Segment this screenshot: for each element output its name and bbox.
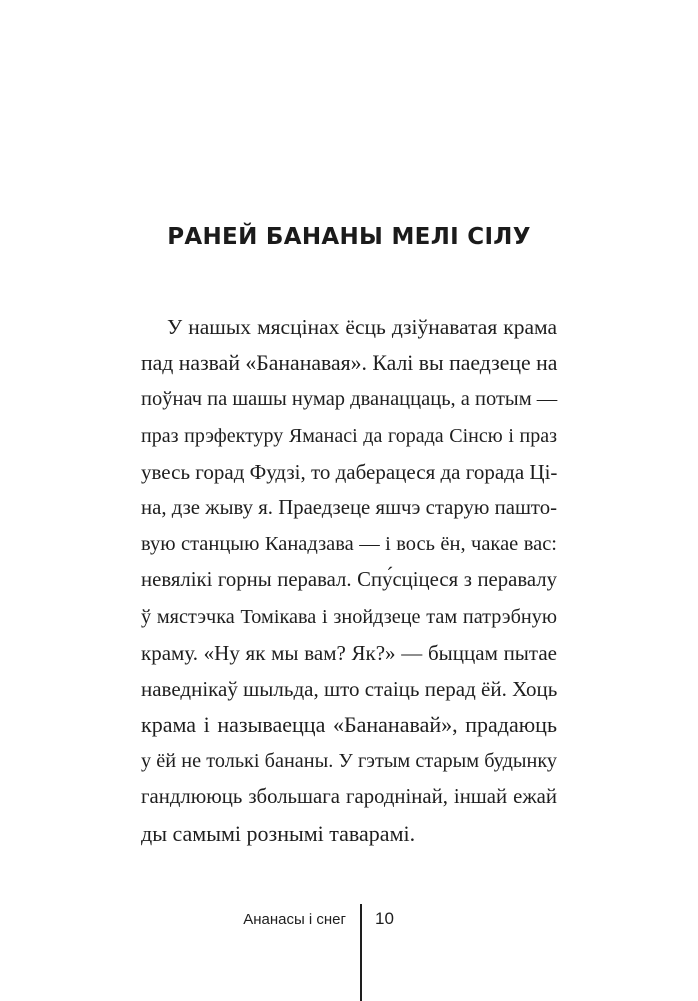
text-line: ды самымі рознымі таварамі. <box>141 820 416 846</box>
text-line: поўнач па шашы нумар дванаццаць, а потым — <box>141 388 558 411</box>
text-line: ў мястэчка Томікава і знойдзеце там патрэбную <box>141 605 557 628</box>
chapter-title: РАНЕЙ БАНАНЫ МЕЛІ СІЛУ <box>167 224 531 250</box>
text-line: у ёй не толькі бананы. У гэтым старым будынку <box>141 750 557 773</box>
text-line: крама і называецца «Бананавай», прадаюць <box>141 712 557 738</box>
text-line: невялікі горны перавал. Спу́сціцеся з перавалу <box>141 569 557 592</box>
text-line: наведнікаў шыльда, што стаіць перад ёй. Хоць <box>141 676 558 701</box>
text-line: У нашых мясцінах ёсць дзіўнаватая крама <box>167 315 557 339</box>
page-number: 10 <box>375 909 394 928</box>
text-line: гандлююць збольшага гароднінай, іншай ежай <box>141 786 557 809</box>
text-line: увесь горад Фудзі, то даберацеся да горада Ці- <box>141 459 558 484</box>
text-line: краму. «Ну як мы вам? Як?» — быццам пытае <box>141 640 557 665</box>
body-paragraph <box>141 309 557 852</box>
text-line: вую станцыю Канадзава — і вось ён, чакае вас: <box>141 533 557 556</box>
text-line: на, дзе жыву я. Праедзеце яшчэ старую пашто- <box>141 496 557 519</box>
running-footer-title: Ананасы і снег <box>243 911 346 928</box>
footer-divider <box>360 904 362 1001</box>
text-line: пад назвай «Бананавая». Калі вы паедзеце на <box>141 351 558 376</box>
text-line: праз прэфектуру Яманасі да горада Сінсю і праз <box>141 424 557 447</box>
